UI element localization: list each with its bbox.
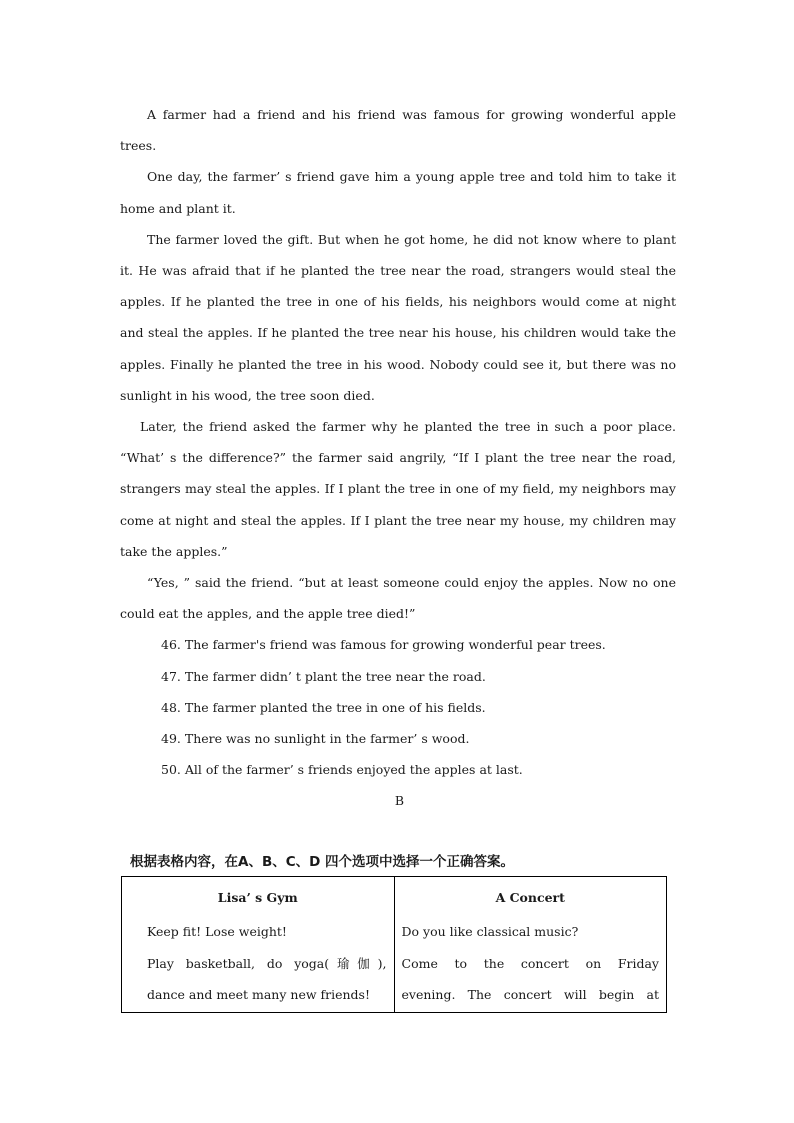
concert-ad-line-2: Come to the concert on Friday [401,955,659,971]
paragraph-2: One day, the farmer’ s friend gave him a young apple tree and told him to take it home and plant it. [120,169,676,216]
concert-ad-cell [394,877,667,1013]
paragraph-3: The farmer loved the gift. But when he got home, he did not know where to plant it. He was afraid that if he planted the tree near the road, strangers would steal the apples. If he planted the tree in one of his fields, his neighbors would come at night and steal the apples. If he planted the tree near his house, his children would take the apples. Finally he planted the tree in his wood. Nobody could see it, but there was no sunlight in his wood, the tree soon died. [120,231,676,403]
question-48: 48. The farmer planted the tree in one of his fields. [161,699,486,715]
section-b-instruction: 根据表格内容，在A、B、C、D 四个选项中选择一个正确答案。 [130,854,515,870]
gym-ad-line-1: Keep fit! Lose weight! [147,924,287,939]
question-47: 47. The farmer didn’ t plant the tree near the road. [161,668,486,684]
concert-ad-title: A Concert [495,890,565,905]
ads-table [121,876,667,1013]
section-b-label: B [394,793,405,809]
paragraph-1: A farmer had a friend and his friend was famous for growing wonderful apple trees. [120,107,676,154]
reading-passage [120,99,676,817]
question-50: 50. All of the farmer’ s friends enjoyed the apples at last. [161,762,523,778]
gym-ad-title: Lisa’ s Gym [217,890,298,905]
question-49: 49. There was no sunlight in the farmer’ s wood. [161,731,470,747]
gym-ad-cell [122,877,395,1013]
gym-ad-line-3: dance and meet many new friends! [147,987,370,1002]
concert-ad-line-1: Do you like classical music? [401,924,579,939]
paragraph-5: “Yes, ” said the friend. “but at least someone could enjoy the apples. Now no one could eat the apples, and the apple tree died!” [120,575,676,622]
paragraph-4: Later, the friend asked the farmer why he planted the tree in such a poor place. “What’ s the difference?” the farmer said angrily, “If I plant the tree near the road, strangers may steal the apples. If I plant the tree in one of my field, my neighbors may come at night and steal the apples. If I plant the tree near my house, my children may take the apples.” [120,419,676,559]
concert-ad-line-3: evening. The concert will begin at [401,987,659,1002]
gym-ad-line-2: Play basketball, do yoga(瑜伽), [147,955,387,971]
question-46: 46. The farmer's friend was famous for growing wonderful pear trees. [161,637,606,653]
